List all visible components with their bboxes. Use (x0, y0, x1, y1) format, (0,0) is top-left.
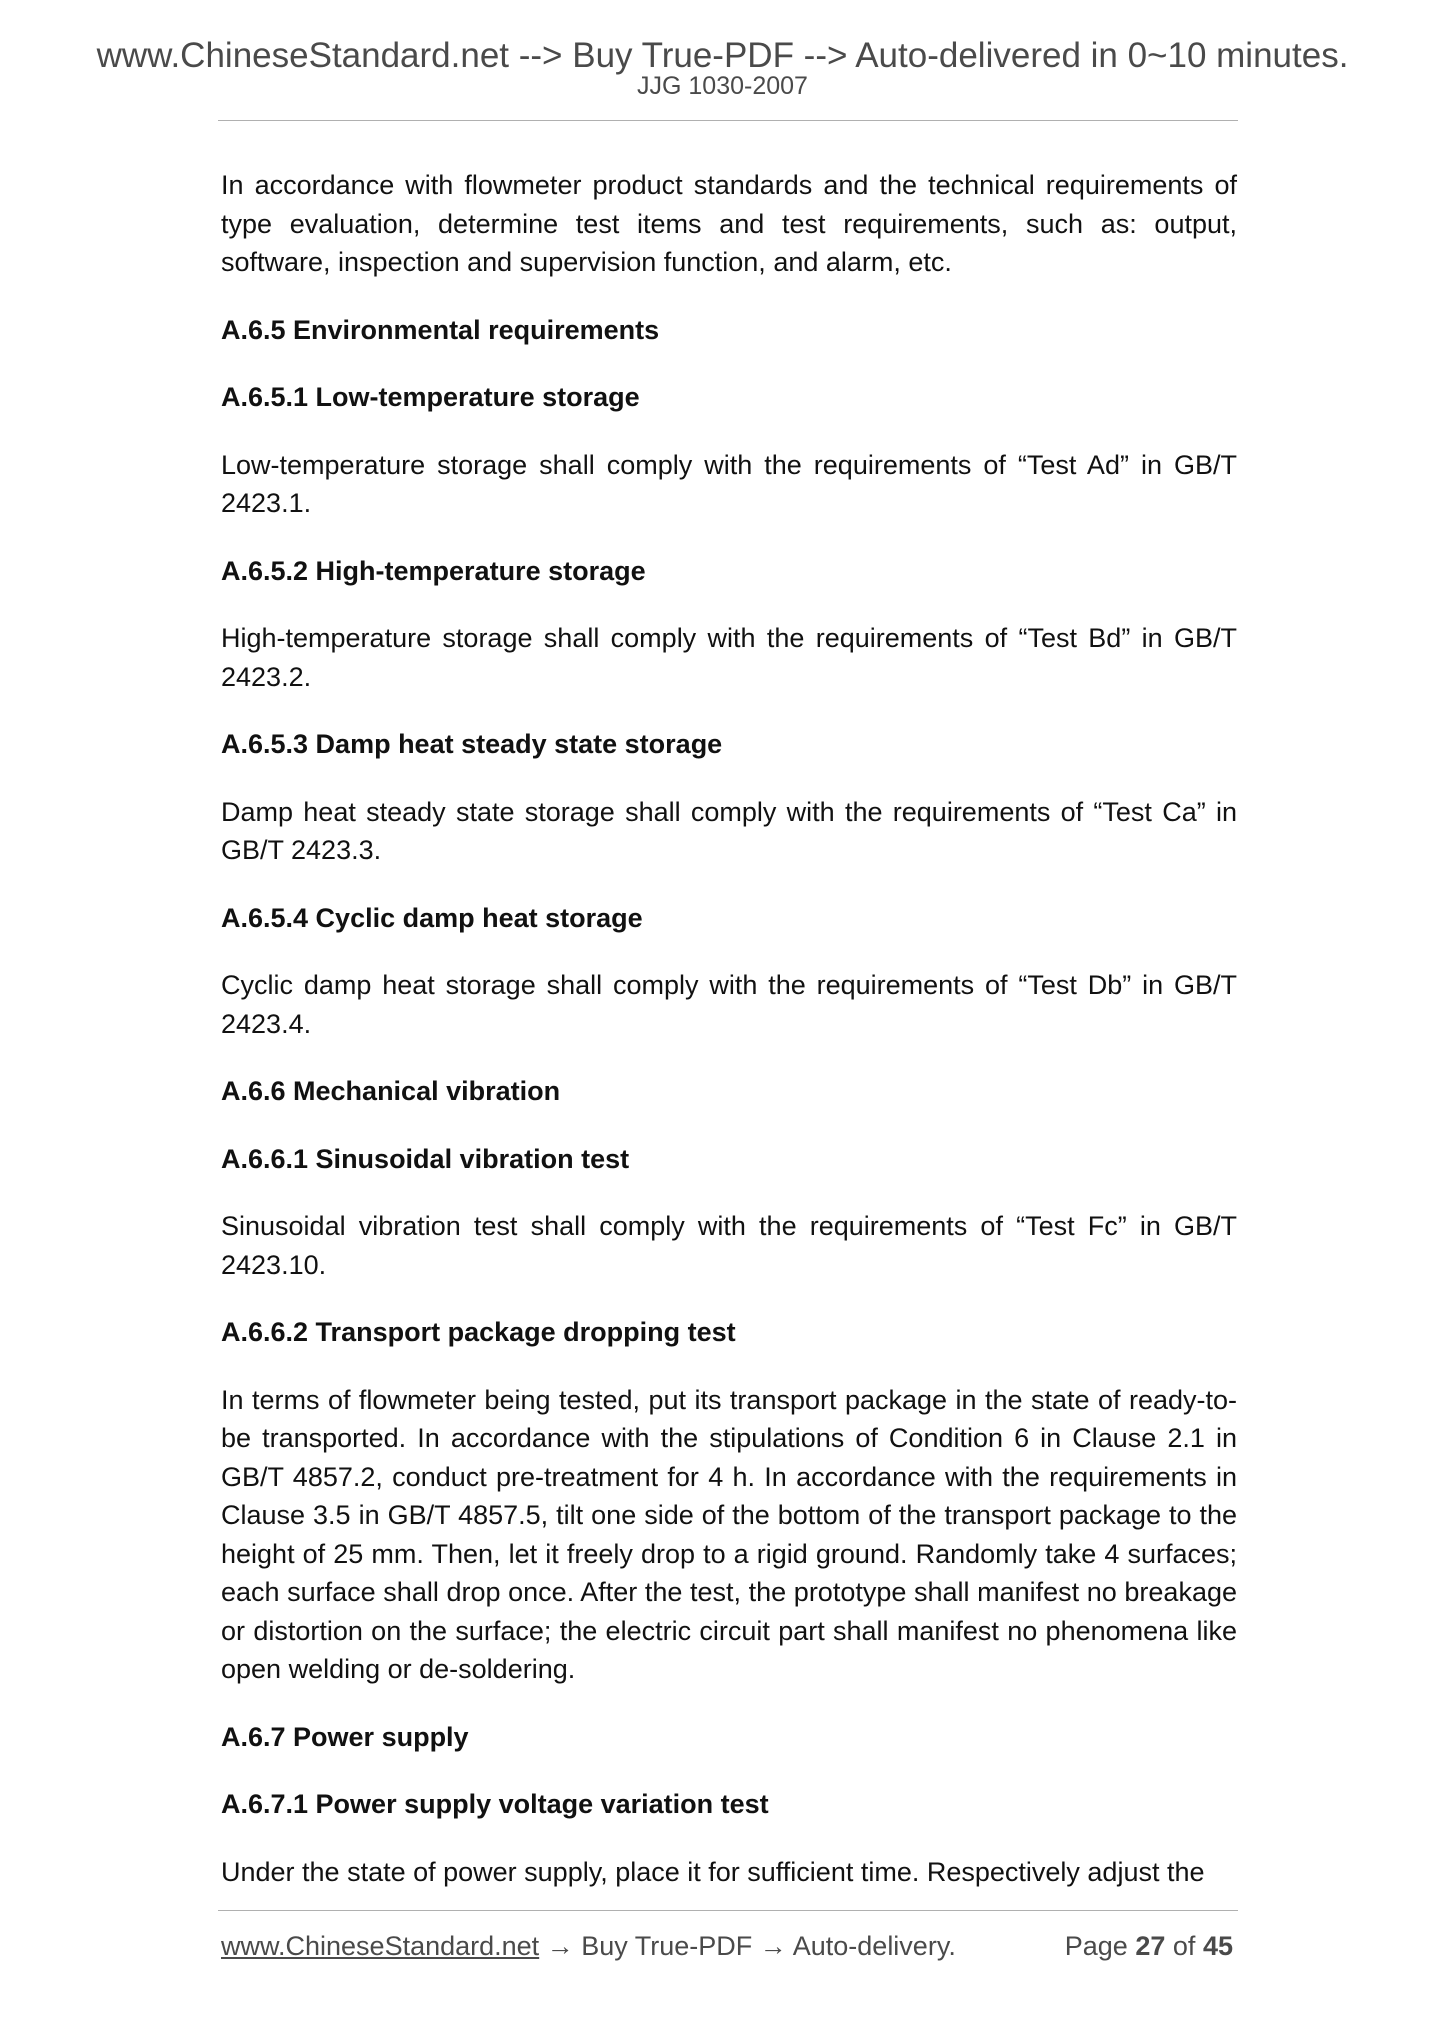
page-content (221, 166, 1237, 1891)
paragraph-a-6-6-2: In terms of flowmeter being tested, put its transport package in the state of ready-to-be transported. In accordance with the stipulations of Condition 6 in Clause 2.1 in GB/T 4857.2, conduct pre-treatment for 4 h. In accordance with the requirements in Clause 3.5 in GB/T 4857.5, tilt one side of the bottom of the transport package to the height of 25 mm. Then, let it freely drop to a rigid ground. Randomly take 4 surfaces; each surface shall drop once. After the test, the prototype shall manifest no breakage or distortion on the surface; the electric circuit part shall manifest no phenomena like open welding or de-soldering. (221, 1384, 1237, 1684)
paragraph-a-6-5-3: Damp heat steady state storage shall comply with the requirements of “Test Ca” in GB/T 2423.3. (221, 796, 1237, 865)
paragraph-a-6-6-1: Sinusoidal vibration test shall comply with the requirements of “Test Fc” in GB/T 2423.10. (221, 1211, 1237, 1280)
heading-a-6-6-2: A.6.6.2 Transport package dropping test (221, 1317, 736, 1347)
heading-a-6-7-1: A.6.7.1 Power supply voltage variation test (221, 1789, 769, 1819)
footer-promo (221, 1929, 956, 1963)
page-number (1065, 1929, 1233, 1963)
footer-promo-text: → Buy True-PDF → Auto-delivery. (539, 1931, 956, 1961)
paragraph-a-6-5-1: Low-temperature storage shall comply with the requirements of “Test Ad” in GB/T 2423.1. (221, 449, 1237, 518)
heading-a-6-5-2: A.6.5.2 High-temperature storage (221, 555, 646, 586)
footer-divider (218, 1910, 1238, 1911)
header-divider (218, 120, 1238, 121)
heading-a-6-5-4: A.6.5.4 Cyclic damp heat storage (221, 902, 643, 933)
heading-a-6-5-1: A.6.5.1 Low-temperature storage (221, 382, 640, 412)
footer-site-link[interactable]: www.ChineseStandard.net (221, 1931, 540, 1961)
paragraph-a-6-7-1: Under the state of power supply, place it for sufficient time. Respectively adjust the (221, 1856, 1205, 1887)
paragraph-a-6-5-2: High-temperature storage shall comply with the requirements of “Test Bd” in GB/T 2423.2. (221, 623, 1237, 692)
heading-a-6-7: A.6.7 Power supply (221, 1721, 469, 1752)
top-banner: www.ChineseStandard.net --> Buy True-PDF --> Auto-delivered in 0~10 minutes. (96, 36, 1349, 75)
paragraph-a-6-5-4: Cyclic damp heat storage shall comply with the requirements of “Test Db” in GB/T 2423.4. (221, 970, 1237, 1039)
current-page: 27 (1135, 1931, 1166, 1961)
intro-paragraph: In accordance with flowmeter product standards and the technical requirements of type evaluation, determine test items and test requirements, such as: output, software, inspection and supervision function, and alarm, etc. (221, 170, 1237, 277)
document-code: JJG 1030-2007 (637, 72, 808, 100)
page-word: Page (1064, 1931, 1128, 1961)
of-word: of (1172, 1931, 1196, 1961)
heading-a-6-6-1: A.6.6.1 Sinusoidal vibration test (221, 1143, 630, 1174)
heading-a-6-6: A.6.6 Mechanical vibration (221, 1076, 561, 1106)
heading-a-6-5-3: A.6.5.3 Damp heat steady state storage (221, 729, 723, 759)
heading-a-6-5: A.6.5 Environmental requirements (221, 314, 660, 345)
total-pages: 45 (1202, 1931, 1233, 1961)
